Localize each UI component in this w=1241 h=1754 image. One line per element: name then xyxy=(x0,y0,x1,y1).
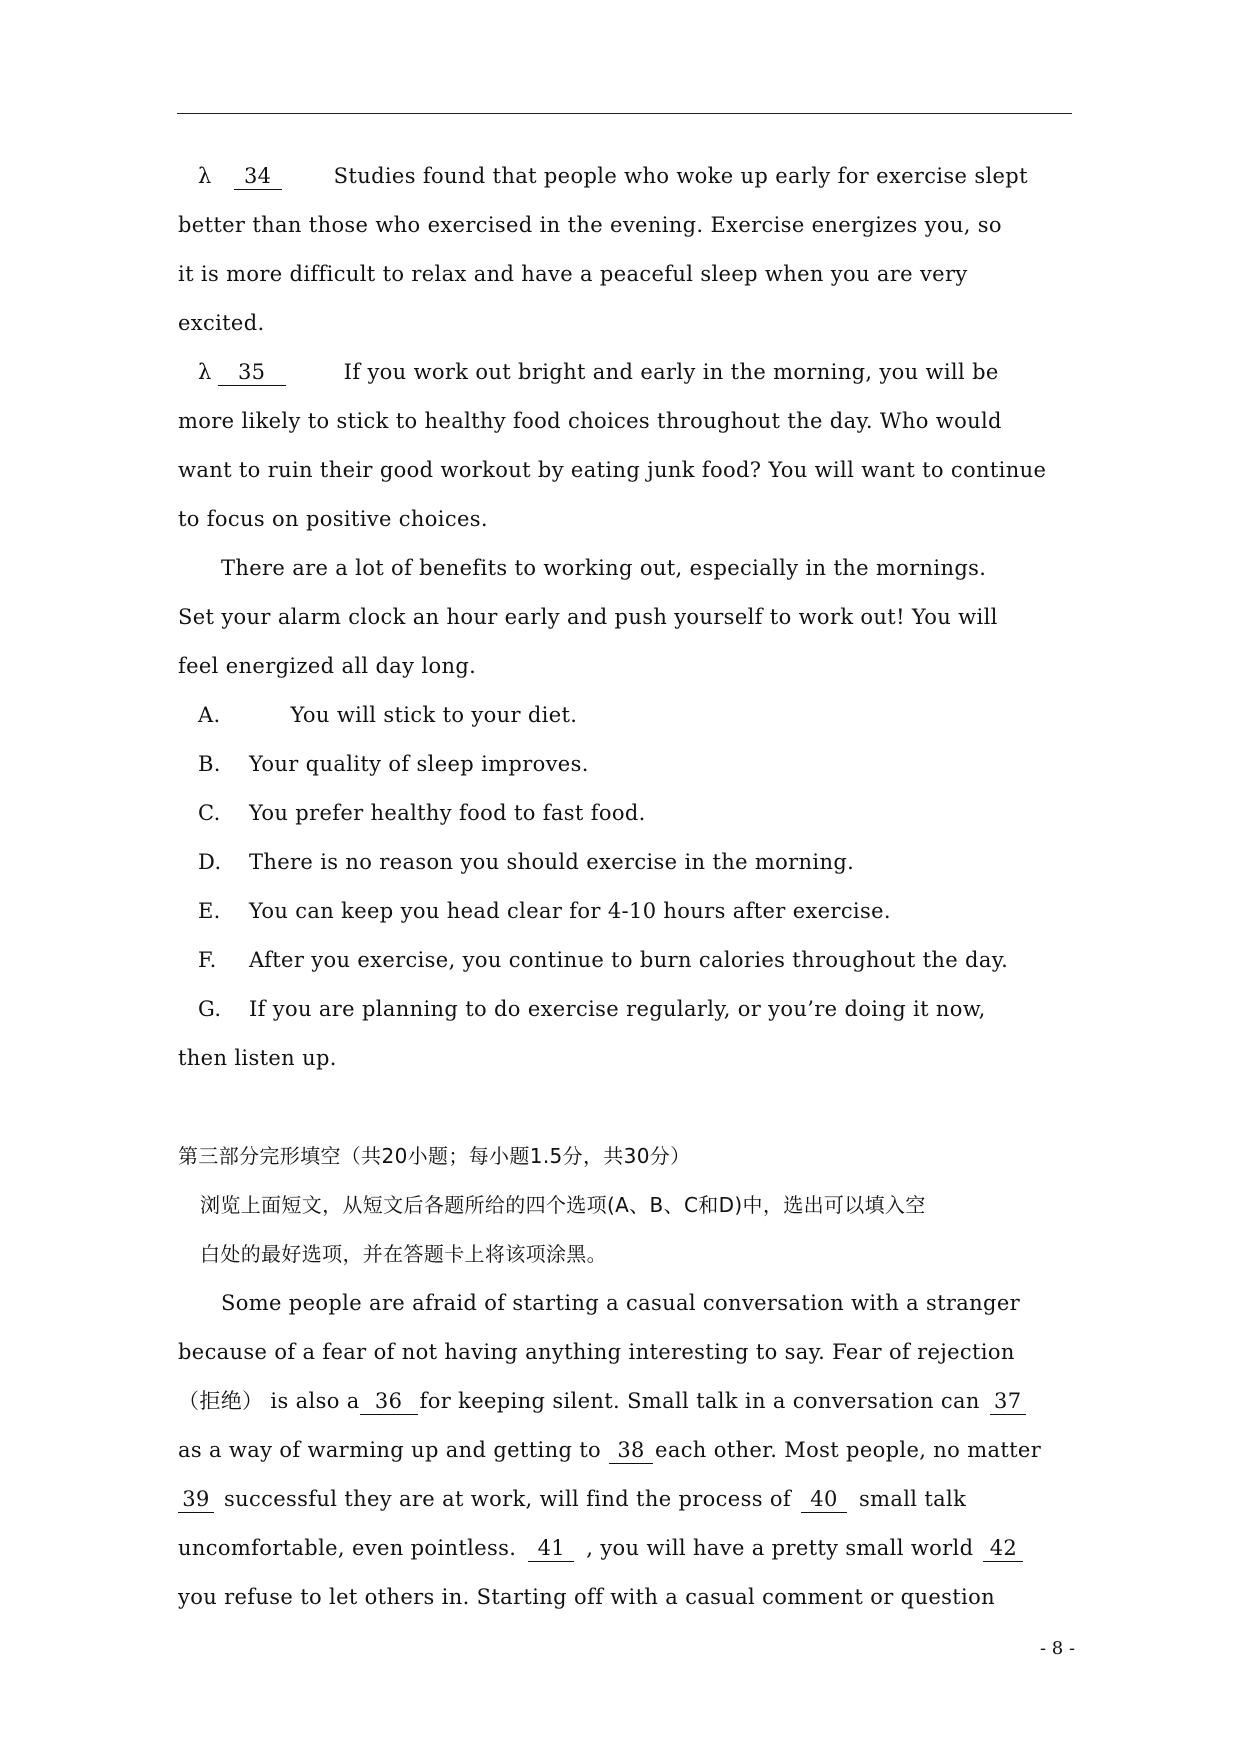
cloze-text: each other. Most people, no matter xyxy=(655,1438,1042,1462)
option-text: There is no reason you should exercise in the morning. xyxy=(249,850,855,874)
cloze-text: , you will have a pretty small world xyxy=(586,1536,974,1560)
blank-36: 36 xyxy=(360,1388,418,1415)
blank-39: 39 xyxy=(178,1486,214,1513)
option-letter: B. xyxy=(198,752,221,776)
option-text: If you are planning to do exercise regularly, or you’re doing it now, xyxy=(249,997,986,1021)
option-g xyxy=(178,985,1074,1034)
option-a xyxy=(178,691,1074,740)
text-line: feel energized all day long. xyxy=(178,654,477,678)
cloze-text: small talk xyxy=(858,1487,967,1511)
blank-35: 35 xyxy=(218,359,286,386)
text-line: more likely to stick to healthy food choices throughout the day. Who would xyxy=(178,409,1002,433)
cloze-line xyxy=(178,1524,1074,1573)
option-d xyxy=(178,838,1074,887)
cloze-text: as a way of warming up and getting to xyxy=(178,1438,602,1462)
item-34-line xyxy=(178,152,1074,201)
section-instruction: 浏览上面短文，从短文后各题所给的四个选项(A、B、C和D)中，选出可以填入空 xyxy=(200,1193,926,1217)
text-line: then listen up. xyxy=(178,1046,337,1070)
bullet-mark: λ xyxy=(198,164,212,188)
option-text: You can keep you head clear for 4-10 hours after exercise. xyxy=(249,899,891,923)
cloze-line: because of a fear of not having anything interesting to say. Fear of rejection xyxy=(178,1340,1015,1364)
item-35-line xyxy=(178,348,1074,397)
text-line: better than those who exercised in the evening. Exercise energizes you, so xyxy=(178,213,1002,237)
header-rule xyxy=(177,113,1072,114)
item-35-text: If you work out bright and early in the morning, you will be xyxy=(343,360,999,384)
blank-34: 34 xyxy=(234,163,282,190)
blank-42: 42 xyxy=(983,1535,1023,1562)
option-text: Your quality of sleep improves. xyxy=(249,752,589,776)
cloze-line: you refuse to let others in. Starting off with a casual comment or question xyxy=(178,1585,995,1609)
cloze-line: Some people are afraid of starting a casual conversation with a stranger xyxy=(221,1291,1021,1315)
cloze-text: successful they are at work, will find the process of xyxy=(224,1487,791,1511)
option-f xyxy=(178,936,1074,985)
option-text: You will stick to your diet. xyxy=(290,703,578,727)
text-line: it is more difficult to relax and have a peaceful sleep when you are very xyxy=(178,262,968,286)
option-letter: G. xyxy=(198,997,222,1021)
option-letter: F. xyxy=(198,948,217,972)
cloze-text: （拒绝） is also a xyxy=(178,1389,360,1413)
page-number: - 8 - xyxy=(1040,1638,1076,1659)
option-letter: A. xyxy=(198,703,221,727)
section-instruction: 白处的最好选项，并在答题卡上将该项涂黑。 xyxy=(200,1242,607,1266)
option-text: After you exercise, you continue to burn calories throughout the day. xyxy=(249,948,1009,972)
bullet-mark: λ xyxy=(198,360,212,384)
text-line: to focus on positive choices. xyxy=(178,507,488,531)
blank-38: 38 xyxy=(609,1437,653,1464)
option-letter: D. xyxy=(198,850,222,874)
blank-37: 37 xyxy=(990,1388,1026,1415)
text-line: There are a lot of benefits to working out, especially in the mornings. xyxy=(221,556,987,580)
option-e xyxy=(178,887,1074,936)
text-line: Set your alarm clock an hour early and push yourself to work out! You will xyxy=(178,605,998,629)
option-letter: C. xyxy=(198,801,221,825)
option-text: You prefer healthy food to fast food. xyxy=(249,801,646,825)
page-content xyxy=(178,152,1074,1622)
option-c xyxy=(178,789,1074,838)
blank-41: 41 xyxy=(528,1535,574,1562)
blank-40: 40 xyxy=(801,1486,847,1513)
cloze-line xyxy=(178,1426,1074,1475)
text-line: want to ruin their good workout by eating junk food? You will want to continue xyxy=(178,458,1047,482)
cloze-line xyxy=(178,1377,1074,1426)
cloze-line xyxy=(178,1475,1074,1524)
option-letter: E. xyxy=(198,899,221,923)
cloze-text: uncomfortable, even pointless. xyxy=(178,1536,517,1560)
blank-spacer xyxy=(178,1083,1074,1132)
text-line: excited. xyxy=(178,311,265,335)
cloze-text: for keeping silent. Small talk in a conversation can xyxy=(419,1389,980,1413)
item-34-text: Studies found that people who woke up early for exercise slept xyxy=(333,164,1028,188)
section-heading: 第三部分完形填空（共20小题；每小题1.5分，共30分） xyxy=(178,1144,691,1168)
option-b xyxy=(178,740,1074,789)
